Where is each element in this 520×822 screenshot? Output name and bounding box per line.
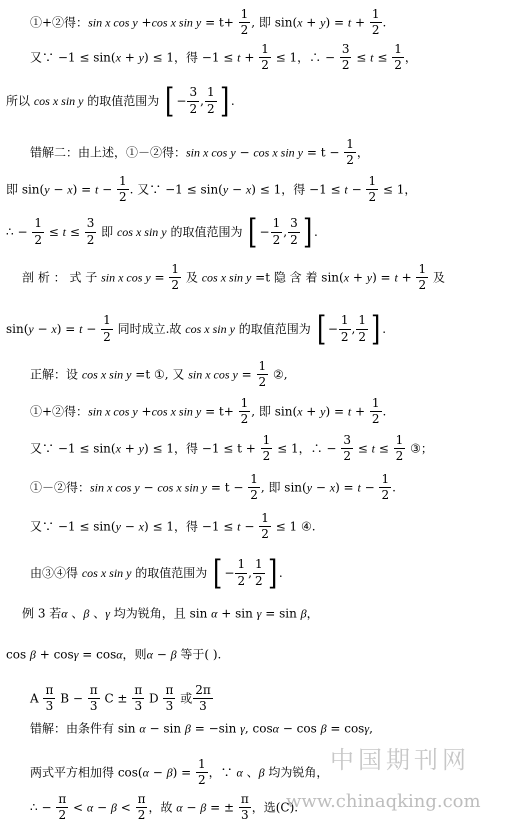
line-8: sin(y − x) = t − $\frac{1}{2}$ 同时成立.故 cos x sin y 的取值范围为 [ − $\frac{1}{2}$ , $\frac{1}{2}$ ] . bbox=[6, 309, 387, 349]
watermark-url: www.chinaqking.com bbox=[286, 791, 481, 812]
line-11: 又∵ −1 ≤ sin(x + y) ≤ 1，得 −1 ≤ t + $\frac{1}{2}$ ≤ 1，∴ − $\frac{3}{2}$ ≤ t ≤ $\frac{1}{2}$ ③； bbox=[30, 433, 433, 464]
line-4: 错解二：由上述，①－②得：sin x cos y − cos x sin y = t − $\frac{1}{2}$ ， bbox=[30, 137, 369, 168]
watermark-cn: 中国期刊网 bbox=[330, 746, 470, 774]
line-18: 错解：由条件有 sin α − sin β = −sin γ, cosα − cos β = cosγ, bbox=[30, 721, 373, 736]
line-19: 两式平方相加得 cos(α − β) = $\frac{1}{2}$ ，∵ α 、β 均为锐角， bbox=[30, 757, 329, 788]
line-16: cos β + cosγ = cosα，则α − β 等于( ). bbox=[6, 647, 222, 662]
line-9: 正解：设 cos x sin y =t ①, 又 sin x cos y = $\frac{1}{2}$ ②, bbox=[30, 359, 288, 390]
line-20: ∴ − $\frac{\pi}{2}$ < α − β < $\frac{\pi}{2}$ ，故 α − β = ± $\frac{\pi}{3}$ ，选(C). bbox=[30, 792, 299, 822]
line-7: 剖 析 ： 式 子 sin x cos y = $\frac{1}{2}$ 及 cos x sin y =t 隐 含 着 sin(x + y) = t + $\frac{1}{2}$ 及 bbox=[22, 262, 445, 293]
line-3: 所以 cos x sin y 的取值范围为 [ − $\frac{3}{2}$ , $\frac{1}{2}$ ] . bbox=[6, 81, 235, 121]
line-2: 又∵ −1 ≤ sin(x + y) ≤ 1，得 −1 ≤ t + $\frac{1}{2}$ ≤ 1，∴ − $\frac{3}{2}$ ≤ t ≤ $\frac{1}{2}$ ， bbox=[30, 42, 417, 73]
line-15: 例 3 若α 、β 、γ 均为锐角，且 sin α + sin γ = sin β， bbox=[22, 606, 319, 621]
line-5: 即 sin(y − x) = t − $\frac{1}{2}$ . 又∵ −1 ≤ sin(y − x) ≤ 1，得 −1 ≤ t − $\frac{1}{2}$ ≤ 1， bbox=[6, 174, 417, 205]
line-13: 又∵ −1 ≤ sin(y − x) ≤ 1，得 −1 ≤ t − $\frac{1}{2}$ ≤ 1 ④. bbox=[30, 511, 316, 542]
line-14: 由③④得 cos x sin y 的取值范围为 [ − $\frac{1}{2}$ , $\frac{1}{2}$ ] . bbox=[30, 553, 283, 593]
line-12: ①－②得：sin x cos y − cos x sin y = t − $\frac{1}{2}$ , 即 sin(y − x) = t − $\frac{1}{2}$ . bbox=[30, 472, 396, 503]
line-10: ①+②得：sin x cos y +cos x sin y = t+ $\frac{1}{2}$ , 即 sin(x + y) = t + $\frac{1}{2}$ . bbox=[30, 396, 387, 427]
line-1: ①+②得：sin x cos y +cos x sin y = t+ $\frac{1}{2}$ , 即 sin(x + y) = t + $\frac{1}{2}$ . bbox=[30, 7, 387, 38]
line-6: ∴ − $\frac{1}{2}$ ≤ t ≤ $\frac{3}{2}$ 即 cos x sin y 的取值范围为 [ − $\frac{1}{2}$ , $\frac{3}{2}$ ] . bbox=[6, 212, 318, 252]
line-17: A $\frac{\pi}{3}$ B − $\frac{\pi}{3}$ C ± $\frac{\pi}{3}$ D $\frac{\pi}{3}$ 或 $\frac{2\pi}{3}$ bbox=[30, 683, 211, 714]
